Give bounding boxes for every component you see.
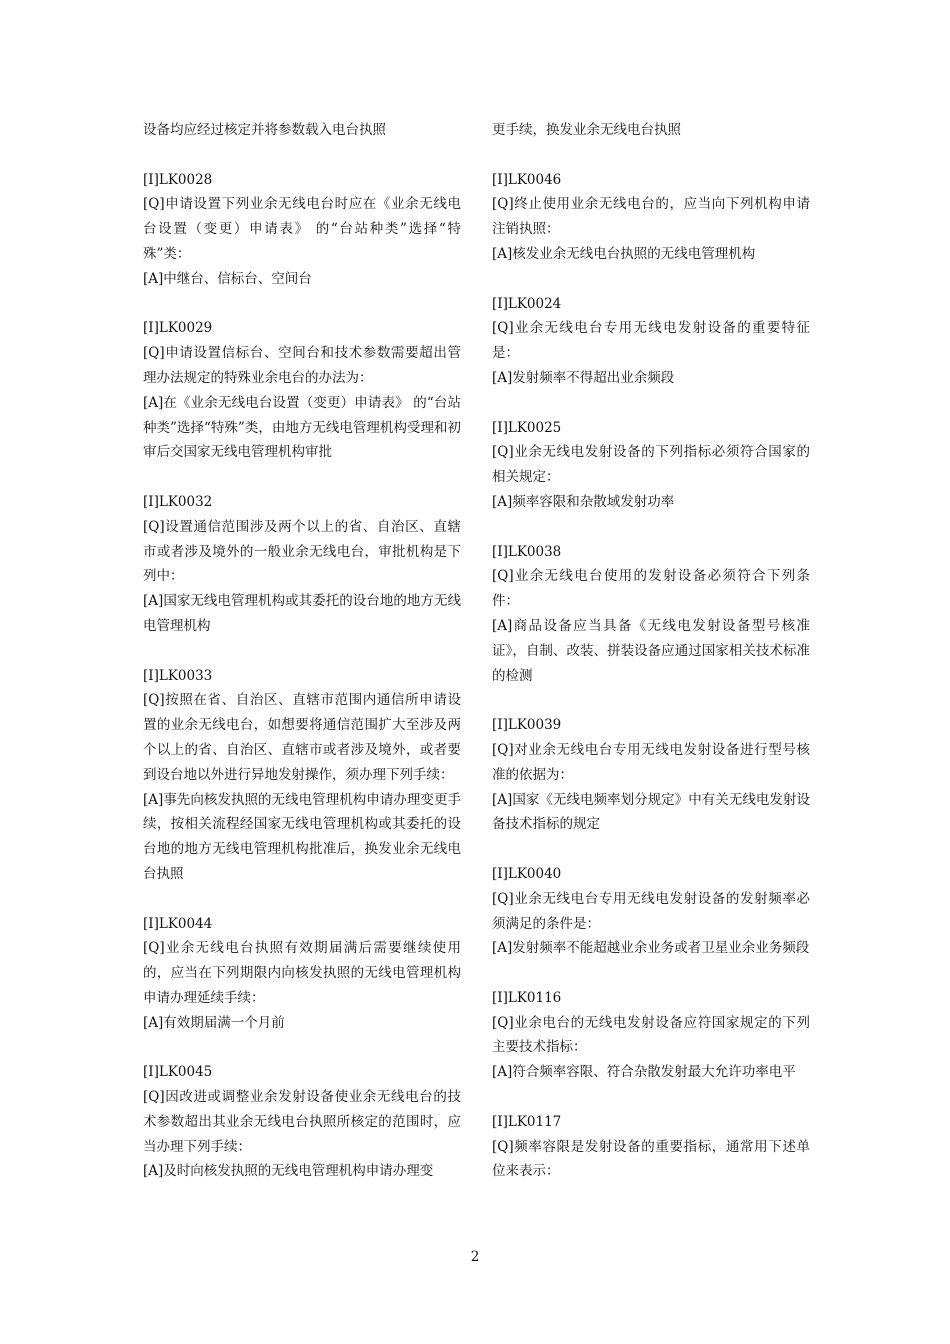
right-lead-text: 更手续，换发业余无线电台执照 <box>492 122 681 138</box>
answer-text: [A]商品设备应当具备《无线电发射设备型号核准证》，自制、改装、拼装设备应通过国家相关技术标准的检测 <box>492 617 810 684</box>
question-entry-lk0024 <box>492 292 810 391</box>
question-entry-lk0025 <box>492 416 810 515</box>
question-entry-lk0033 <box>143 664 461 887</box>
question-text: [Q]因改进或调整业余发射设备使业余无线电台的技术参数超出其业余无线电台执照所核定的范围时，应当办理下列手续： <box>143 1089 461 1155</box>
question-id: [I]LK0028 <box>143 171 213 188</box>
left-lead-text: 设备均应经过核定并将参数载入电台执照 <box>143 122 386 138</box>
question-id: [I]LK0117 <box>492 1113 562 1130</box>
question-text: [Q]业余无线电发射设备的下列指标必须符合国家的相关规定： <box>492 444 810 486</box>
answer-text: [A]发射频率不能超越业余业务或者卫星业余业务频段 <box>492 940 810 957</box>
left-column <box>143 118 461 1209</box>
question-entry-lk0045 <box>143 1060 461 1184</box>
question-text: [Q]频率容限是发射设备的重要指标，通常用下述单位来表示： <box>492 1138 810 1180</box>
question-id: [I]LK0033 <box>143 667 213 684</box>
question-entry-lk0032 <box>143 490 461 639</box>
question-text: [Q]业余无线电台专用无线电发射设备的重要特征是： <box>492 320 810 362</box>
answer-text: [A]频率容限和杂散域发射功率 <box>492 493 675 510</box>
question-id: [I]LK0025 <box>492 419 562 436</box>
question-id: [I]LK0116 <box>492 989 562 1006</box>
answer-text: [A]国家《无线电频率划分规定》中有关无线电发射设备技术指标的规定 <box>492 791 810 833</box>
right-column <box>492 118 810 1209</box>
question-id: [I]LK0029 <box>143 320 213 337</box>
question-entry-lk0039 <box>492 713 810 837</box>
question-id: [I]LK0044 <box>143 915 213 932</box>
question-text: [Q]终止使用业余无线电台的，应当向下列机构申请注销执照： <box>492 196 810 238</box>
answer-text: [A]在《业余无线电台设置（变更）申请表》 的“台站种类”选择“特殊”类，由地方无线电管理机构受理和初审后交国家无线电管理机构审批 <box>143 394 461 461</box>
question-entry-lk0044 <box>143 912 461 1036</box>
question-id: [I]LK0046 <box>492 171 562 188</box>
question-id: [I]LK0032 <box>143 493 213 510</box>
question-text: [Q]对业余无线电台专用无线电发射设备进行型号核准的依据为： <box>492 741 810 783</box>
question-text: [Q]按照在省、自治区、直辖市范围内通信所申请设置的业余无线电台，如想要将通信范围扩大至涉及两个以上的省、自治区、直辖市或者涉及境外，或者要到设台地以外进行异地发射操作，须办理下列手续： <box>143 692 461 783</box>
question-entry-lk0028 <box>143 168 461 292</box>
question-text: [Q]业余无线电台使用的发射设备必须符合下列条件： <box>492 568 810 610</box>
question-id: [I]LK0024 <box>492 295 562 312</box>
question-text: [Q]业余无线电台执照有效期届满后需要继续使用的，应当在下列期限内向核发执照的无线电管理机构申请办理延续手续： <box>143 940 461 1006</box>
question-id: [I]LK0040 <box>492 865 562 882</box>
page-number: 2 <box>470 1249 480 1265</box>
answer-text: [A]及时向核发执照的无线电管理机构申请办理变 <box>143 1163 434 1180</box>
question-id: [I]LK0039 <box>492 717 562 734</box>
answer-text: [A]中继台、信标台、空间台 <box>143 270 312 287</box>
question-text: [Q]申请设置下列业余无线电台时应在《业余无线电台设置（变更）申请表》 的“台站种类”选择“特殊”类： <box>143 196 461 262</box>
answer-text: [A]发射频率不得超出业余频段 <box>492 369 675 386</box>
question-text: [Q]业余无线电台专用无线电发射设备的发射频率必须满足的条件是： <box>492 890 810 932</box>
question-text: [Q]业余电台的无线电发射设备应符国家规定的下列主要技术指标： <box>492 1014 810 1056</box>
question-text: [Q]设置通信范围涉及两个以上的省、自治区、直辖市或者涉及境外的一般业余无线电台，审批机构是下列中： <box>143 518 461 585</box>
spacer <box>492 143 810 168</box>
question-entry-lk0046 <box>492 168 810 267</box>
spacer <box>143 143 461 168</box>
question-entry-lk0029 <box>143 316 461 465</box>
answer-text: [A]核发业余无线电台执照的无线电管理机构 <box>492 245 756 262</box>
question-entry-lk0038 <box>492 540 810 689</box>
question-id: [I]LK0045 <box>143 1064 213 1081</box>
question-entry-lk0040 <box>492 862 810 961</box>
answer-text: [A]有效期届满一个月前 <box>143 1014 285 1031</box>
question-entry-lk0116 <box>492 986 810 1085</box>
answer-text: [A]国家无线电管理机构或其委托的设台地的地方无线电管理机构 <box>143 593 461 634</box>
question-id: [I]LK0038 <box>492 543 562 560</box>
question-text: [Q]申请设置信标台、空间台和技术参数需要超出管理办法规定的特殊业余电台的办法为： <box>143 345 461 386</box>
answer-text: [A]符合频率容限、符合杂散发射最大允许功率电平 <box>492 1064 796 1081</box>
question-entry-lk0117 <box>492 1110 810 1184</box>
answer-text: [A]事先向核发执照的无线电管理机构申请办理变更手续，按相关流程经国家无线电管理机构或其委托的设台地的地方无线电管理机构批准后，换发业余无线电台执照 <box>143 791 461 882</box>
